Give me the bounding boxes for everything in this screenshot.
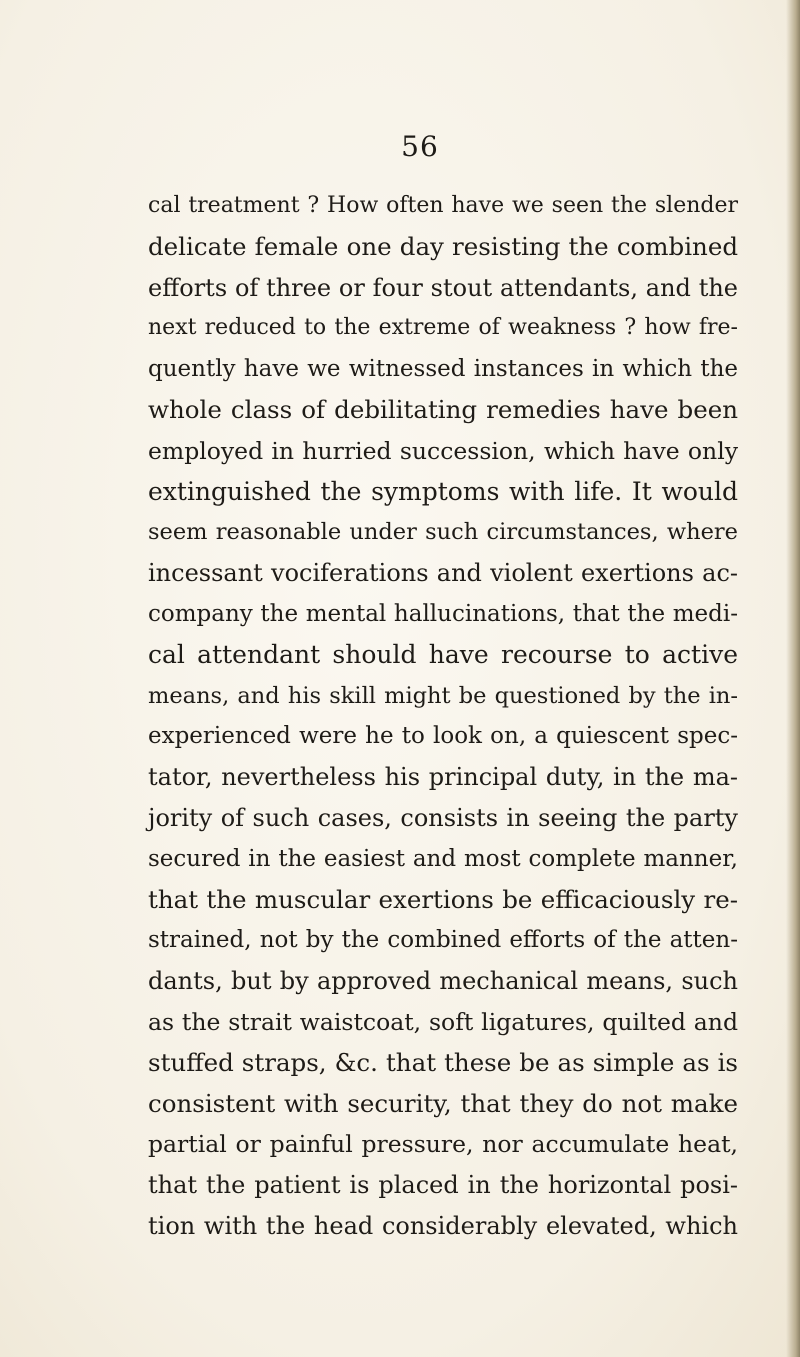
text-line: seem reasonable under such circumstances, where <box>148 519 738 546</box>
text-line: delicate female one day resisting the combined <box>148 231 738 261</box>
text-line: strained, not by the combined efforts of the atten- <box>148 927 738 954</box>
text-line: company the mental hallucinations, that the medi- <box>148 600 738 627</box>
text-line: as the strait waistcoat, soft ligatures, quilted and <box>148 1007 738 1036</box>
text-line: quently have we witnessed instances in which the <box>148 356 738 383</box>
text-line: dants, but by approved mechanical means, such <box>148 967 738 996</box>
text-line: efforts of three or four stout attendants, and the <box>148 273 738 302</box>
body-text <box>148 186 738 1247</box>
text-line: consistent with security, that they do not make <box>148 1088 738 1118</box>
text-line: partial or painful pressure, nor accumulate heat, <box>148 1130 738 1159</box>
text-line: that the muscular exertions be efficaciously re- <box>148 884 738 914</box>
page-edge-shadow <box>786 0 800 1357</box>
text-line: stuffed straps, &c. that these be as simple as is <box>148 1047 738 1077</box>
text-line: employed in hurried succession, which have only <box>148 436 738 465</box>
text-line: tator, nevertheless his principal duty, in the ma- <box>148 763 738 792</box>
text-line: whole class of debilitating remedies have been <box>148 394 738 424</box>
text-line: incessant vociferations and violent exertions ac- <box>148 559 738 588</box>
text-line: next reduced to the extreme of weakness ? how fre- <box>148 315 738 341</box>
text-line: extinguished the symptoms with life. It would <box>148 476 738 506</box>
page-number: 56 <box>401 130 439 163</box>
text-line: tion with the head considerably elevated, which <box>148 1211 738 1240</box>
text-line: that the patient is placed in the horizontal posi- <box>148 1171 738 1200</box>
text-line: cal attendant should have recourse to active <box>148 639 738 669</box>
text-line: cal treatment ? How often have we seen the slender <box>148 193 738 218</box>
text-line: experienced were he to look on, a quiescent spec- <box>148 723 738 750</box>
text-line: jority of such cases, consists in seeing the party <box>148 803 738 832</box>
text-line: means, and his skill might be questioned by the in- <box>148 682 738 709</box>
text-line: secured in the easiest and most complete manner, <box>148 845 738 872</box>
